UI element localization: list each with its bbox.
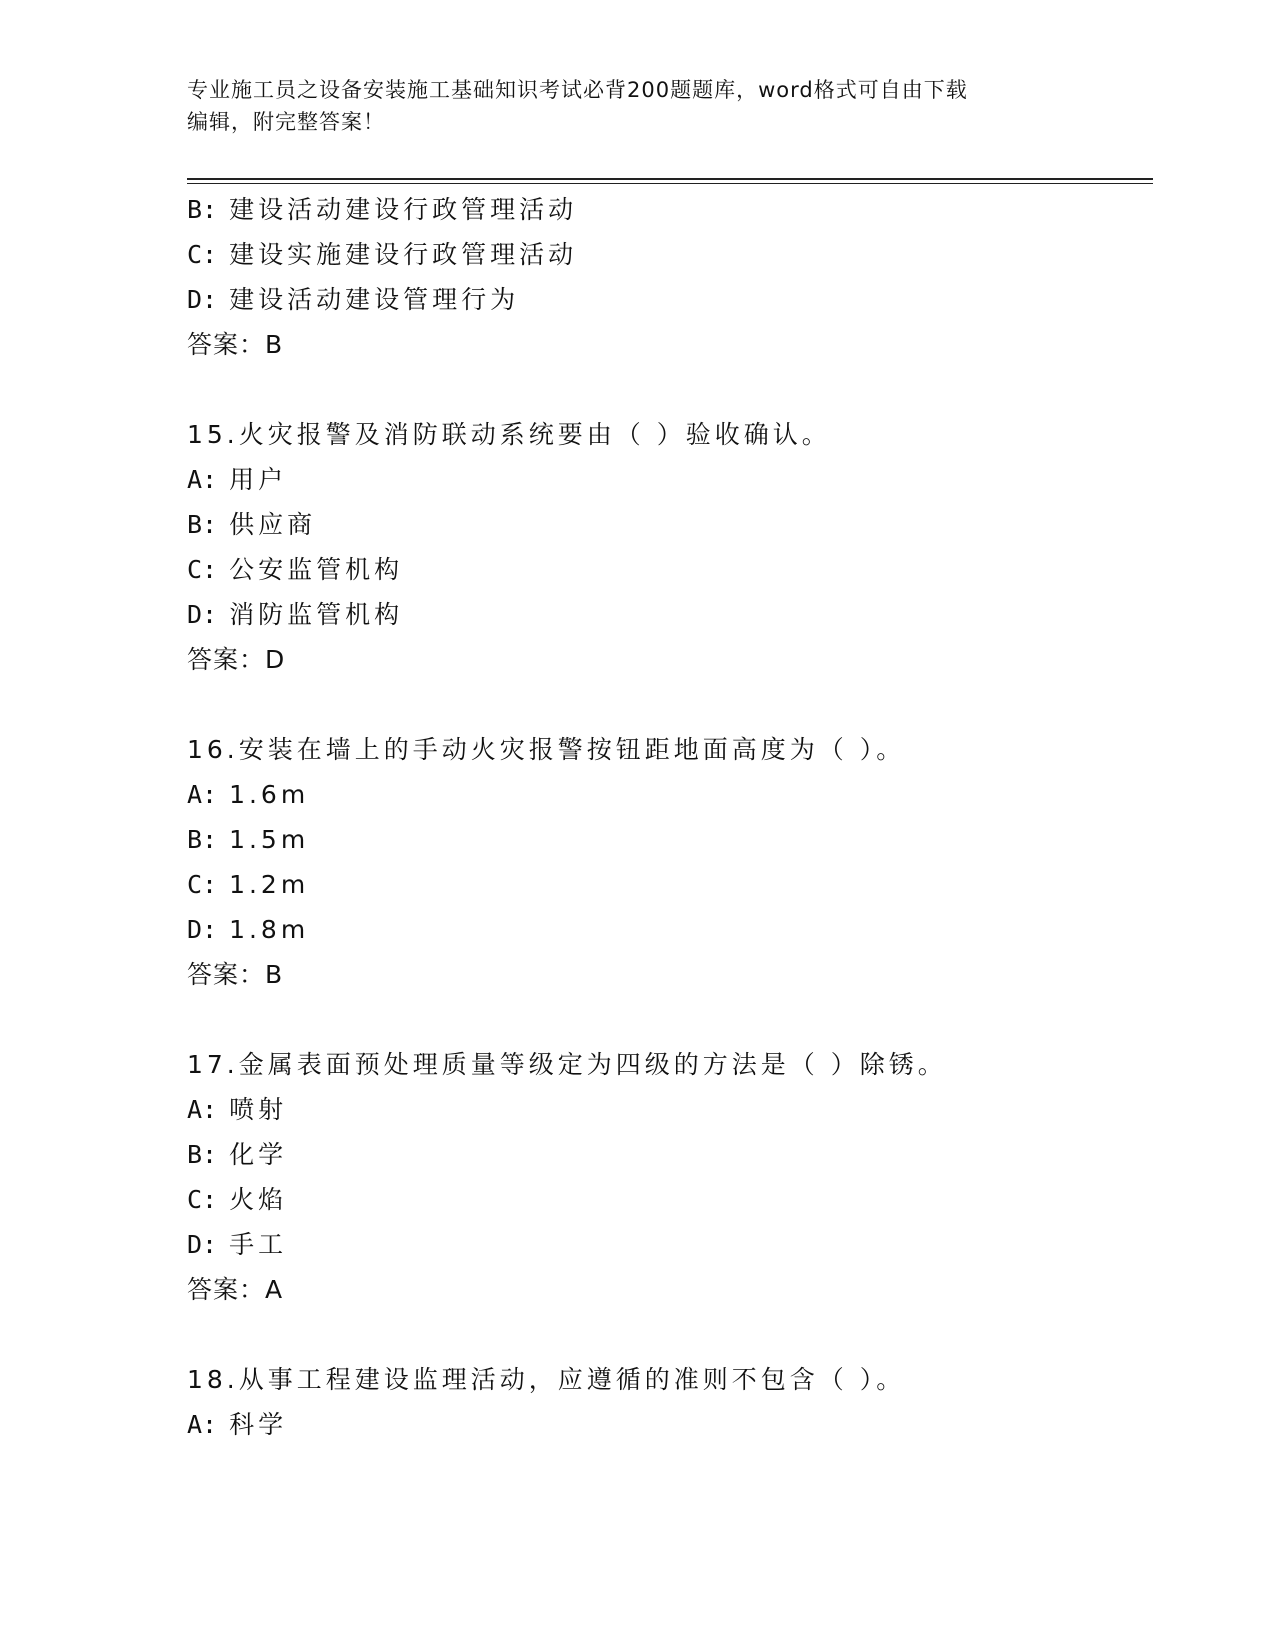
answer-line: 答案：A: [187, 1275, 284, 1304]
option-key: C:: [187, 870, 218, 899]
option-key: C:: [187, 240, 218, 269]
option-text: 手工: [229, 1230, 288, 1259]
question-stem: 15.火灾报警及消防联动系统要由（ ）验收确认。: [187, 420, 831, 449]
option-text: 火焰: [229, 1185, 288, 1214]
question-stem: 18.从事工程建设监理活动，应遵循的准则不包含（ ）。: [187, 1365, 906, 1394]
option-key: C:: [187, 555, 218, 584]
option-b: [187, 509, 316, 541]
option-text: 1.2m: [229, 870, 310, 899]
option-b: [187, 824, 309, 856]
document-header: [187, 74, 1087, 138]
option-key: A:: [187, 1410, 218, 1439]
option-key: B:: [187, 195, 218, 224]
option-text: 1.5m: [229, 825, 310, 854]
header-divider-thin: [187, 183, 1153, 184]
option-c: [187, 1184, 287, 1216]
option-text: 化学: [229, 1140, 288, 1169]
option-a: [187, 1409, 287, 1441]
option-text: 用户: [229, 465, 288, 494]
option-text: 建设活动建设行政管理活动: [229, 195, 578, 224]
option-c: [187, 239, 577, 271]
option-d: [187, 599, 403, 631]
option-text: 消防监管机构: [229, 600, 404, 629]
option-b: [187, 194, 577, 226]
option-text: 喷射: [229, 1095, 288, 1124]
option-key: D:: [187, 600, 218, 629]
option-key: B:: [187, 1140, 218, 1169]
option-key: D:: [187, 285, 218, 314]
option-a: [187, 779, 309, 811]
answer-line: 答案：B: [187, 330, 284, 359]
option-b: [187, 1139, 287, 1171]
question-stem: 16.安装在墙上的手动火灾报警按钮距地面高度为（ ）。: [187, 735, 906, 764]
option-a: [187, 1094, 287, 1126]
header-title-line-1: 专业施工员之设备安装施工基础知识考试必背200题题库，word格式可自由下载: [187, 78, 968, 102]
option-c: [187, 554, 403, 586]
option-text: 供应商: [229, 510, 317, 539]
option-text: 科学: [229, 1410, 288, 1439]
header-title-line-2: 编辑，附完整答案！: [187, 110, 385, 134]
option-text: 建设活动建设管理行为: [229, 285, 520, 314]
option-a: [187, 464, 287, 496]
option-key: C:: [187, 1185, 218, 1214]
option-key: D:: [187, 915, 218, 944]
option-key: D:: [187, 1230, 218, 1259]
option-text: 建设实施建设行政管理活动: [229, 240, 578, 269]
option-d: [187, 1229, 287, 1261]
option-key: B:: [187, 825, 218, 854]
option-key: A:: [187, 1095, 218, 1124]
option-key: A:: [187, 780, 218, 809]
option-text: 1.6m: [229, 780, 310, 809]
option-text: 1.8m: [229, 915, 310, 944]
option-c: [187, 869, 309, 901]
option-d: [187, 914, 309, 946]
header-divider-thick: [187, 178, 1153, 180]
option-text: 公安监管机构: [229, 555, 404, 584]
answer-line: 答案：B: [187, 960, 284, 989]
option-d: [187, 284, 519, 316]
answer-line: 答案：D: [187, 645, 286, 674]
option-key: B:: [187, 510, 218, 539]
question-stem: 17.金属表面预处理质量等级定为四级的方法是（ ）除锈。: [187, 1050, 947, 1079]
option-key: A:: [187, 465, 218, 494]
